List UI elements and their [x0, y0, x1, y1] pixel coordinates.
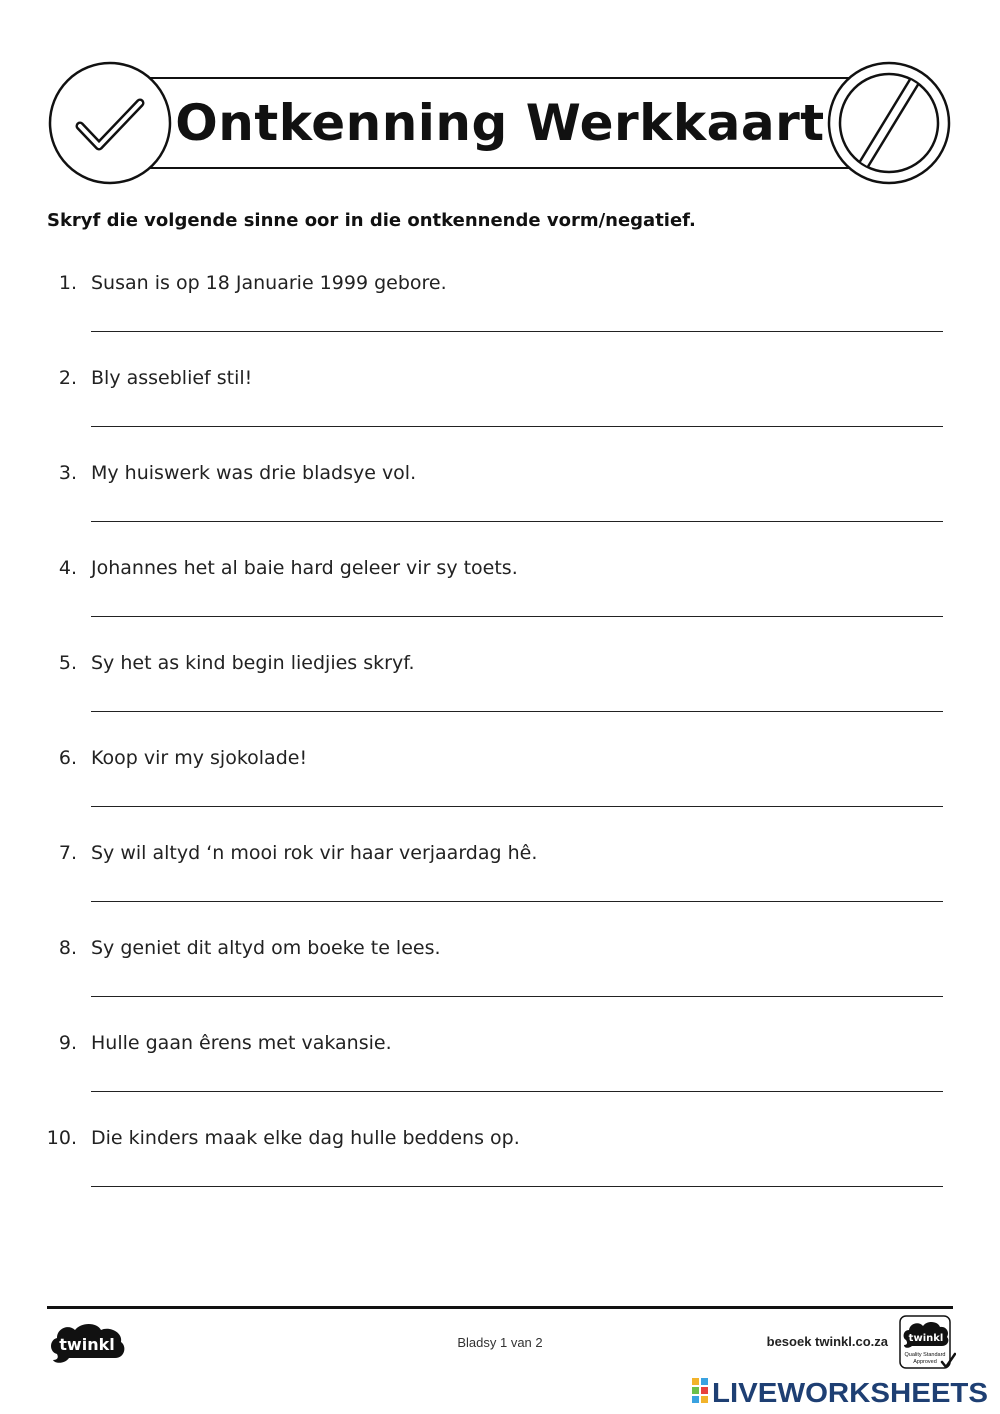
answer-line[interactable]: [91, 711, 943, 712]
question-item: [0, 652, 1000, 747]
lw-square-green: [692, 1387, 699, 1394]
question-text: Die kinders maak elke dag hulle beddens op.: [91, 1127, 520, 1149]
question-item: [0, 1032, 1000, 1127]
answer-line[interactable]: [91, 616, 943, 617]
question-number: 4.: [58, 557, 77, 579]
question-number: 10.: [46, 1127, 77, 1149]
question-number: 2.: [58, 367, 77, 389]
answer-line[interactable]: [91, 1186, 943, 1187]
question-text: Susan is op 18 Januarie 1999 gebore.: [91, 272, 447, 294]
answer-line[interactable]: [91, 996, 943, 997]
question-text: Bly asseblief stil!: [91, 367, 253, 389]
badge-logo-text: twinkl: [908, 1333, 944, 1344]
question-item: [0, 937, 1000, 1032]
question-item: [0, 842, 1000, 937]
twinkl-logo: [47, 1318, 127, 1366]
answer-line[interactable]: [91, 331, 943, 332]
footer-divider: [47, 1306, 953, 1309]
lw-square-red: [701, 1387, 708, 1394]
question-item: [0, 557, 1000, 652]
question-text: Koop vir my sjokolade!: [91, 747, 308, 769]
question-number: 7.: [58, 842, 77, 864]
lw-square-yellow: [692, 1378, 699, 1385]
badge-caption-2: Approved: [913, 1359, 937, 1365]
answer-line[interactable]: [91, 426, 943, 427]
question-number: 3.: [58, 462, 77, 484]
question-text: My huiswerk was drie bladsye vol.: [91, 462, 417, 484]
question-number: 9.: [58, 1032, 77, 1054]
answer-line[interactable]: [91, 521, 943, 522]
question-text: Johannes het al baie hard geleer vir sy toets.: [91, 557, 518, 579]
worksheet-header: [0, 0, 1000, 200]
question-number: 1.: [58, 272, 77, 294]
question-number: 6.: [58, 747, 77, 769]
watermark-text: LIVEWORKSHEETS: [712, 1377, 988, 1406]
instruction-text: Skryf die volgende sinne oor in die ontkennende vorm/negatief.: [47, 210, 696, 231]
question-text: Sy het as kind begin liedjies skryf.: [91, 652, 415, 674]
question-item: [0, 462, 1000, 557]
question-item: [0, 747, 1000, 842]
quality-standard-badge: [898, 1314, 956, 1372]
question-number: 8.: [58, 937, 77, 959]
answer-line[interactable]: [91, 806, 943, 807]
answer-line[interactable]: [91, 901, 943, 902]
twinkl-logo-text: twinkl: [59, 1335, 115, 1354]
prohibited-icon: [826, 60, 952, 186]
checkmark-icon: [47, 60, 173, 186]
question-item: [0, 1127, 1000, 1222]
question-text: Hulle gaan êrens met vakansie.: [91, 1032, 392, 1054]
lw-square-yellow-2: [701, 1396, 708, 1403]
lw-square-blue: [701, 1378, 708, 1385]
liveworksheets-watermark: [690, 1376, 990, 1406]
question-item: [0, 272, 1000, 367]
question-text: Sy wil altyd ‘n mooi rok vir haar verjaardag hê.: [91, 842, 538, 864]
visit-link[interactable]: besoek twinkl.co.za: [766, 1334, 888, 1349]
question-number: 5.: [58, 652, 77, 674]
lw-square-blue-2: [692, 1396, 699, 1403]
badge-caption-1: Quality Standard: [904, 1352, 946, 1358]
question-text: Sy geniet dit altyd om boeke te lees.: [91, 937, 441, 959]
question-item: [0, 367, 1000, 462]
answer-line[interactable]: [91, 1091, 943, 1092]
page-title: Ontkenning Werkkaart: [175, 94, 825, 152]
page-number: Bladsy 1 van 2: [457, 1335, 543, 1350]
